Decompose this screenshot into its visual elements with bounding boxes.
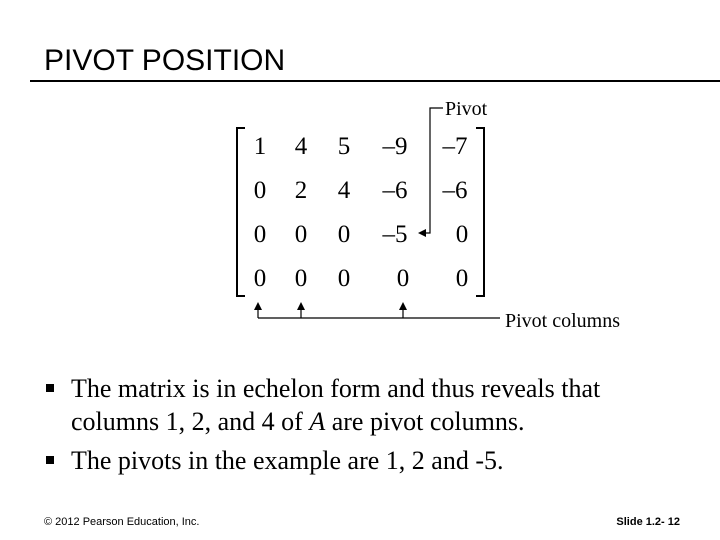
matrix-right-bracket — [476, 128, 484, 296]
matrix-entry: 0 — [294, 221, 308, 248]
matrix-entry: 0 — [455, 221, 469, 248]
slide-title: PIVOT POSITION — [44, 44, 286, 77]
bullet-text: are pivot columns. — [325, 407, 525, 436]
square-bullet-icon — [46, 384, 54, 392]
matrix-entry: 0 — [396, 265, 410, 292]
matrix-entry: 0 — [253, 265, 267, 292]
slide-number: Slide 1.2- 12 — [616, 516, 680, 528]
matrix-entry: –9 — [382, 133, 408, 160]
matrix-entry: 2 — [294, 177, 308, 204]
matrix-symbol: A — [309, 407, 326, 436]
copyright-notice: © 2012 Pearson Education, Inc. — [44, 516, 200, 528]
matrix-entry: –6 — [442, 177, 468, 204]
matrix-left-bracket — [237, 128, 245, 296]
matrix-entry: –5 — [382, 221, 408, 248]
bullet-item — [44, 372, 684, 438]
matrix-entry: 0 — [253, 177, 267, 204]
matrix-entry: –7 — [442, 133, 468, 160]
matrix-entry: 4 — [294, 133, 308, 160]
matrix-entry: 0 — [294, 265, 308, 292]
matrix-entry: 4 — [337, 177, 351, 204]
pivot-columns-label: Pivot columns — [505, 310, 621, 332]
bullet-text: The matrix is in echelon form and thus reveals that columns 1, 2, and 4 of — [71, 374, 601, 436]
square-bullet-icon — [46, 456, 54, 464]
matrix-entry: –6 — [382, 177, 408, 204]
matrix-entry: 5 — [337, 133, 351, 160]
bullet-text: The pivots in the example are 1, 2 and -5. — [71, 446, 504, 475]
pivot-label: Pivot — [445, 98, 488, 120]
bullet-list — [44, 372, 684, 483]
matrix-entry: 0 — [337, 221, 351, 248]
pivot-leader-line — [420, 108, 443, 233]
matrix-entry: 1 — [253, 133, 267, 160]
bullet-item — [44, 444, 684, 477]
matrix-entry: 0 — [337, 265, 351, 292]
matrix-entry: 0 — [455, 265, 469, 292]
matrix-entry: 0 — [253, 221, 267, 248]
